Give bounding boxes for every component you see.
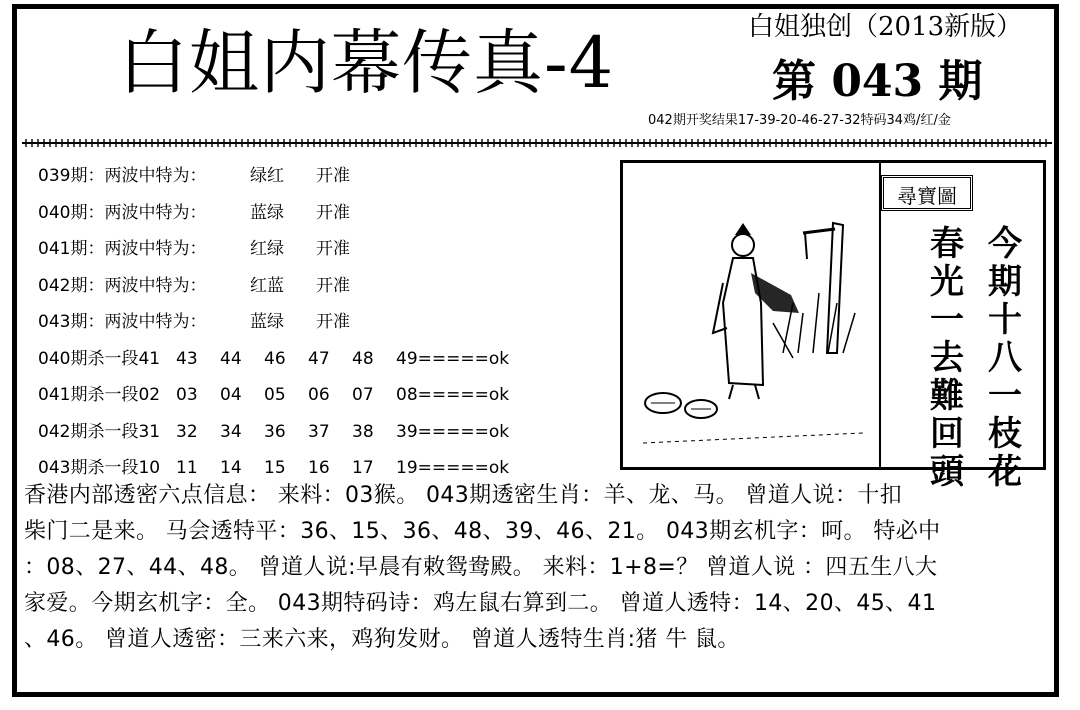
- last-result: 042期开奖结果17-39-20-46-27-32特码34鸡/红/金: [648, 113, 951, 128]
- info-line: 家爱。今期玄机字：全。 043期特码诗：鸡左鼠右算到二。 曾道人透特：14、20、45、41: [24, 591, 937, 616]
- wave-row: [38, 304, 618, 341]
- kill-row-tail: 19=====ok: [396, 458, 510, 478]
- kill-row-lead: 043期杀一段10: [38, 458, 161, 478]
- kill-row-tail: 39=====ok: [396, 421, 510, 442]
- kill-number: 36: [264, 421, 286, 442]
- kill-number: 44: [220, 348, 242, 369]
- kill-row: [38, 377, 618, 414]
- wave-row-status: 开准: [316, 239, 350, 259]
- kill-number: 48: [352, 348, 374, 369]
- wave-row: [38, 158, 618, 195]
- wave-row: [38, 195, 618, 232]
- kill-number: 16: [308, 458, 330, 478]
- wave-row-status: 开准: [316, 166, 350, 186]
- kill-number: 46: [264, 348, 286, 369]
- wave-row-colors: 红蓝: [250, 275, 284, 296]
- kill-number: 06: [308, 385, 330, 405]
- wave-row-prefix: 039期：两波中特为：: [38, 166, 207, 186]
- kill-number: 32: [176, 421, 198, 442]
- kill-row: [38, 341, 618, 378]
- wave-row-status: 开准: [316, 202, 350, 223]
- kill-number: 34: [220, 421, 242, 442]
- kill-number: 38: [352, 421, 374, 442]
- kill-number: 07: [352, 385, 374, 405]
- kill-number: 05: [264, 385, 286, 405]
- wave-row-status: 开准: [316, 312, 350, 332]
- kill-number: 14: [220, 458, 242, 478]
- wave-row-prefix: 042期：两波中特为：: [38, 275, 207, 296]
- wave-row-colors: 红绿: [250, 239, 284, 259]
- wave-row-colors: 蓝绿: [250, 312, 284, 332]
- prediction-table: [38, 158, 618, 487]
- wave-row-colors: 蓝绿: [250, 202, 284, 223]
- poem-column-left: 春 光 一 去 難 回 頭: [930, 224, 964, 493]
- kill-row-lead: 041期杀一段02: [38, 385, 161, 405]
- info-line: ：08、27、44、48。 曾道人说:早晨有敕鸳鸯殿。 来料：1+8=？ 曾道人说 ：四五生八大: [24, 555, 938, 580]
- wave-row-prefix: 040期：两波中特为：: [38, 202, 207, 223]
- page-title: 白姐内幕传真-4: [118, 22, 615, 104]
- info-text-block: [24, 478, 1050, 658]
- kill-number: 03: [176, 385, 198, 405]
- info-line: 香港内部透密六点信息： 来料：03猴。 043期透密生肖：羊、龙、马。 曾道人说：十扣: [24, 483, 903, 508]
- brand-label: 白姐独创（2013新版）: [748, 12, 1023, 42]
- ornamental-divider: [22, 138, 1052, 148]
- kill-number: 11: [176, 458, 198, 478]
- wave-row-colors: 绿红: [250, 166, 284, 186]
- wave-row: [38, 268, 618, 305]
- wave-row-status: 开准: [316, 275, 350, 296]
- treasure-illustration: [623, 163, 881, 467]
- treasure-panel: [620, 160, 1046, 493]
- wave-row-prefix: 043期：两波中特为：: [38, 312, 207, 332]
- kill-number: 15: [264, 458, 286, 478]
- treasure-map-badge: 尋寶圖: [881, 175, 973, 211]
- kill-row-tail: 49=====ok: [396, 348, 510, 369]
- kill-number: 37: [308, 421, 330, 442]
- wave-row-prefix: 041期：两波中特为：: [38, 239, 207, 259]
- kill-number: 17: [352, 458, 374, 478]
- kill-number: 43: [176, 348, 198, 369]
- wave-row: [38, 231, 618, 268]
- info-line: 、46。 曾道人透密：三来六来，鸡狗发财。 曾道人透特生肖:猪 牛 鼠。: [24, 627, 740, 652]
- info-line: 柴门二是来。 马会透特平：36、15、36、48、39、46、21。 043期玄机字：呵。 特必中: [24, 519, 941, 544]
- issue-number: 第 043 期: [772, 56, 983, 107]
- poem-column-right: 今 期 十 八 一 枝 花: [988, 224, 1022, 493]
- kill-row-tail: 08=====ok: [396, 385, 510, 405]
- kill-number: 04: [220, 385, 242, 405]
- kill-number: 47: [308, 348, 330, 369]
- kill-row-lead: 042期杀一段31: [38, 421, 161, 442]
- kill-row-lead: 040期杀一段41: [38, 348, 161, 369]
- kill-row: [38, 414, 618, 451]
